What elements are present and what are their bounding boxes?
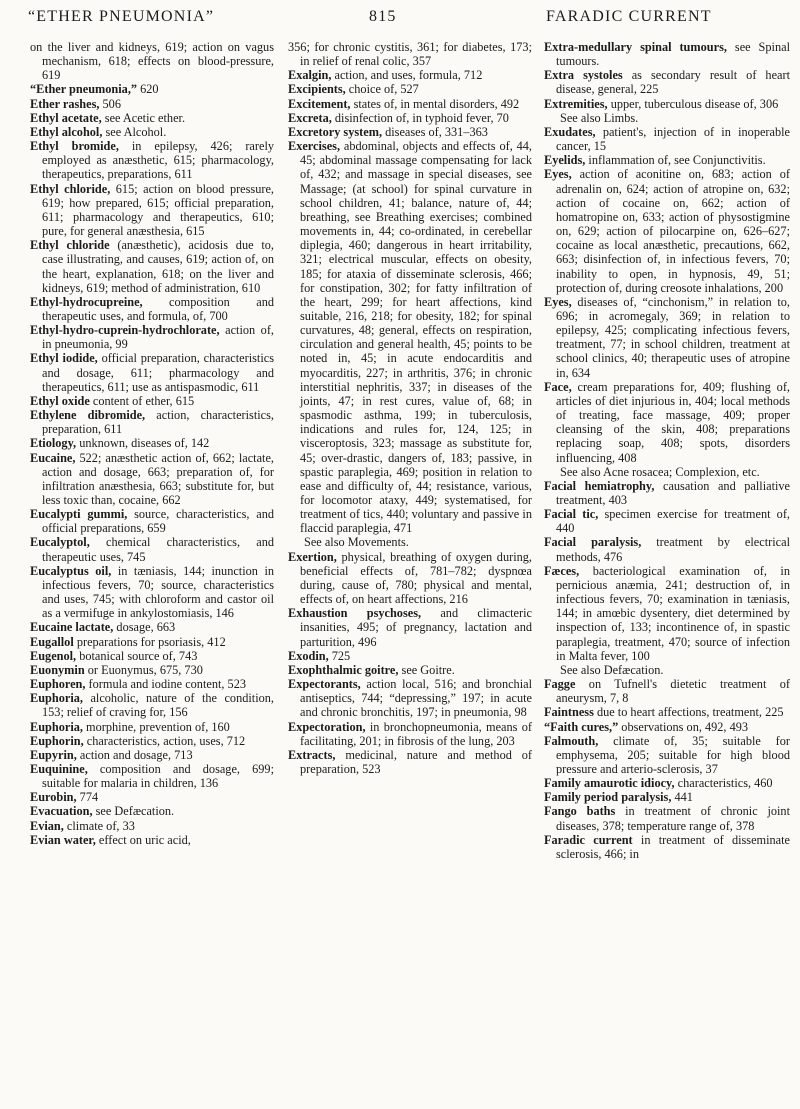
- header-right-title: FARADIC CURRENT: [546, 8, 712, 25]
- index-entry-heading: Exhaustion psychoses,: [288, 606, 422, 621]
- index-entry: [288, 677, 532, 719]
- index-entry-text: see Goitre.: [398, 662, 455, 677]
- index-entry: [30, 720, 274, 734]
- index-entry: [544, 564, 790, 663]
- index-entry-text: chemical characteristics, and therapeutic uses, 745: [42, 535, 274, 564]
- index-entry-text: physical, breathing of oxygen during, beneficial effects of, 781–782; dyspnœa during, cause of, 780; physical and mental, effects of, on heart affections, 216: [300, 549, 532, 607]
- index-entry: [544, 295, 790, 380]
- index-entry-text: specimen exercise for treatment of, 440: [556, 507, 790, 536]
- index-entry-text: abdominal, objects and effects of, 44, 45; abdominal massage compensating for lack of, 432; and massage in special diseases, see Massage; (at school) for spinal curvature in school children, 41; balance, nature of, 44; breathing, see Breathing exercises; combined movements in, 44; co-ordinated, in cerebellar diplegia, 460; dangerous in heart irritability, 321; electrical muscular, effects on obesity, 185; for ataxia of disseminate sclerosis, 466; for constipation, 302; for fatty infiltration of the heart, 299; for heart affections, kind suitable, 216, 218; for obesity, 182; for spinal curvatures, 48; general, effects on respiration, circulation and general health, 45; points to be noted in, 45; in acute endocarditis and myocarditis, 227; in arthritis, 376; in chronic interstitial nephritis, 337; in diseases of the joints, 47; in rest cures, value of, 68; in spasmodic asthma, 199; in tuberculosis, indications and rules for, 124, 125; in visceroptosis, 323; massage as substitute for, 45; over-drastic, dangers of, 183; passive, in spastic paraplegia, 469; position in relation to ease and difficulty of, 44; resistance, various, for locomotor ataxy, 449; systematised, for treatment of tics, 440; voluntary and passive in flaccid paraplegia, 471: [300, 139, 532, 536]
- index-entry-text: in epilepsy, 426; rarely employed as anæsthetic, 615; pharmacology, therapeutics, preparations, 611: [42, 139, 275, 182]
- index-entry-text: (anæsthetic), acidosis due to, case illustrating, and causes, 619; action of, on the heart, explanation, 618; on the liver and kidneys, 619; method of administration, 610: [42, 238, 275, 295]
- index-entry: [30, 111, 274, 125]
- index-entry: [544, 790, 790, 804]
- index-entry: [30, 295, 274, 323]
- index-entry-text: in treatment of chronic joint diseases, 378; temperature range of, 378: [556, 804, 791, 833]
- index-entry-heading: Eurobin,: [30, 790, 77, 805]
- index-entry-heading: Faintness: [544, 705, 594, 720]
- index-entry-text: 725: [328, 648, 351, 663]
- index-entry: [544, 720, 790, 734]
- index-entry: [30, 819, 274, 833]
- index-entry-text: upper, tuberculous disease of, 306: [607, 96, 779, 111]
- index-entry-text: action of aconitine on, 683; action of adrenalin on, 624; action of atropine on, 632; action of cocaine on, 662; action of homatropine on, 633; action of physostigmine on, 629; action of pilocarpine on, 626–627; cocaine as local anæsthetic, precautions, 662, 663; disinfection of, in infectious fevers, 70; inability to open, in hypnosis, 49, 51; protection of, during creosote inhalations, 200: [556, 167, 790, 295]
- index-entry-text: inflammation of, see Conjunctivitis.: [585, 153, 766, 168]
- index-entry-text: botanical source of, 743: [76, 648, 198, 663]
- index-entry-heading: Euquinine,: [30, 761, 88, 776]
- index-entry-heading: Eugallol: [30, 634, 74, 649]
- index-entry: [288, 125, 532, 139]
- index-entry-text: as secondary result of heart disease, general, 225: [556, 68, 791, 97]
- index-entry-heading: Family amaurotic idiocy,: [544, 776, 675, 791]
- index-entry: [288, 663, 532, 677]
- index-entry-text: action, characteristics, preparation, 611: [42, 408, 274, 437]
- index-column-right: [544, 40, 790, 861]
- index-entry-text: See also Acne rosacea; Complexion, etc.: [560, 464, 760, 479]
- index-entry-text: composition and therapeutic uses, and formula, of, 700: [42, 294, 274, 323]
- index-entry-text: action local, 516; and bronchial antiseptics, 744; “depressing,” 197; in acute and chronic bronchitis, 197; in pneumonia, 98: [300, 677, 532, 720]
- index-entry-heading: Eucalypti gummi,: [30, 507, 128, 522]
- index-entry-text: cream preparations for, 409; flushing of, articles of diet injurious in, 404; local methods of treating, face massage, 409; proper cleansing of the skin, 408; preparations replacing soap, 408; spots, disorders influencing, 408: [556, 379, 790, 465]
- index-column-left: [30, 40, 274, 847]
- index-entry-heading: Euphoria,: [30, 719, 83, 734]
- index-entry: [30, 804, 274, 818]
- index-entry-text: on Tufnell's dietetic treatment of aneurysm, 7, 8: [556, 677, 790, 706]
- index-entry: [30, 125, 274, 139]
- index-entry-text: content of ether, 615: [89, 393, 195, 408]
- index-entry: [544, 125, 790, 153]
- index-entry-heading: Excreta,: [288, 110, 332, 125]
- index-entry-heading: Euphoren,: [30, 677, 86, 692]
- index-entry-heading: Expectorants,: [288, 677, 361, 692]
- index-entry: [544, 833, 790, 861]
- index-entry-heading: Euphorin,: [30, 733, 84, 748]
- index-entry: [288, 649, 532, 663]
- index-entry-text: source, characteristics, and official preparations, 659: [42, 507, 275, 536]
- index-entry: [544, 677, 790, 705]
- index-entry-heading: Eyes,: [544, 294, 572, 309]
- index-entry: [544, 465, 790, 479]
- index-entry: [544, 97, 790, 111]
- index-entry: [30, 663, 274, 677]
- index-entry-heading: Eucalyptol,: [30, 535, 90, 550]
- index-entry-text: observations on, 492, 493: [618, 719, 749, 734]
- index-entry-heading: Facial hemiatrophy,: [544, 478, 655, 493]
- index-entry-heading: Evian water,: [30, 832, 96, 847]
- index-entry-text: unknown, diseases of, 142: [76, 436, 210, 451]
- index-entry-text: official preparation, characteristics and dosage, 611; pharmacology and therapeutics, 611; use as antispasmodic, 611: [42, 351, 274, 394]
- index-entry-text: and climacteric insanities, 495; of pregnancy, lactation and parturition, 496: [300, 606, 532, 649]
- index-entry: [288, 606, 532, 648]
- index-entry-heading: Ethyl-hydrocupreine,: [30, 294, 143, 309]
- index-entry-heading: Extracts,: [288, 747, 336, 762]
- index-entry: [30, 833, 274, 847]
- index-entry-text: see Defæcation.: [92, 804, 175, 819]
- index-entry: [544, 479, 790, 507]
- index-entry: [30, 620, 274, 634]
- index-entry-heading: Family period paralysis,: [544, 790, 672, 805]
- index-entry-text: See also Movements.: [304, 535, 409, 550]
- index-entry-heading: Ether rashes,: [30, 96, 100, 111]
- index-entry-heading: Extra systoles: [544, 68, 623, 83]
- index-entry-text: action and dosage, 713: [76, 747, 193, 762]
- index-entry: [544, 40, 790, 68]
- index-entry: [30, 790, 274, 804]
- index-entry: [30, 351, 274, 393]
- index-entry-text: on the liver and kidneys, 619; action on vagus mechanism, 618; effects on blood-pressure, 619: [30, 40, 274, 83]
- index-entry: [544, 153, 790, 167]
- index-entry: [544, 535, 790, 563]
- index-entry: [288, 720, 532, 748]
- index-entry: [288, 748, 532, 776]
- index-entry-text: action, and uses, formula, 712: [331, 68, 483, 83]
- index-entry-heading: Eyes,: [544, 167, 572, 182]
- index-entry-heading: Ethyl iodide,: [30, 351, 98, 366]
- index-entry: [30, 762, 274, 790]
- index-entry-heading: Face,: [544, 379, 572, 394]
- index-entry-heading: Eupyrin,: [30, 747, 77, 762]
- index-entry: [544, 167, 790, 294]
- index-entry: [288, 97, 532, 111]
- index-entry-text: climate of, 33: [63, 818, 135, 833]
- index-entry: [30, 139, 274, 181]
- index-entry-heading: Faradic current: [544, 832, 633, 847]
- index-entry: [288, 82, 532, 96]
- index-entry-heading: Exophthalmic goitre,: [288, 662, 399, 677]
- index-entry-text: effect on uric acid,: [95, 832, 191, 847]
- index-entry-heading: Eucaine,: [30, 450, 76, 465]
- index-entry: [30, 323, 274, 351]
- index-entry: [544, 705, 790, 719]
- index-entry: [544, 380, 790, 465]
- index-entry-text: characteristics, 460: [674, 776, 773, 791]
- index-entry: [544, 776, 790, 790]
- index-entry: [288, 68, 532, 82]
- index-entry: [30, 408, 274, 436]
- index-entry-text: states of, in mental disorders, 492: [350, 96, 520, 111]
- index-entry: [30, 691, 274, 719]
- index-entry-text: composition and dosage, 699; suitable for malaria in children, 136: [42, 761, 274, 791]
- index-entry-heading: Exudates,: [544, 124, 596, 139]
- index-entry-text: 774: [76, 790, 99, 805]
- index-entry-text: in treatment of disseminate sclerosis, 466; in: [556, 832, 791, 861]
- index-entry-heading: Falmouth,: [544, 733, 599, 748]
- index-entry-heading: Exalgin,: [288, 68, 332, 83]
- index-entry-text: 356; for chronic cystitis, 361; for diabetes, 173; in relief of renal colic, 357: [288, 40, 532, 69]
- index-entry: [30, 97, 274, 111]
- index-entry-text: causation and palliative treatment, 403: [556, 478, 791, 507]
- index-entry: [288, 535, 532, 549]
- index-entry-heading: Euonymin: [30, 662, 85, 677]
- index-entry: [30, 748, 274, 762]
- index-entry-text: 620: [137, 82, 159, 97]
- index-entry-heading: Fagge: [544, 677, 576, 692]
- index-column-middle: [288, 40, 532, 776]
- index-entry: [30, 677, 274, 691]
- index-entry-heading: Etiology,: [30, 436, 77, 451]
- index-entry: [30, 82, 274, 96]
- index-entry: [30, 564, 274, 621]
- index-entry-text: 506: [99, 96, 121, 111]
- index-entry: [288, 139, 532, 535]
- index-entry-text: alcoholic, nature of the condition, 153; relief of craving for, 156: [42, 691, 274, 720]
- index-entry-text: see Spinal tumours.: [556, 40, 790, 69]
- index-entry-text: see Acetic ether.: [101, 110, 186, 125]
- index-entry-text: in bronchopneumonia, means of facilitating, 201; in fibrosis of the lung, 203: [300, 719, 532, 748]
- index-entry: [544, 111, 790, 125]
- index-entry-text: treatment by electrical methods, 476: [556, 535, 790, 564]
- index-entry-heading: Ethyl chloride,: [30, 181, 111, 196]
- header-left-title: “ETHER PNEUMONIA”: [28, 8, 215, 25]
- index-entry-text: preparations for psoriasis, 412: [73, 634, 226, 649]
- index-entry: [544, 734, 790, 776]
- index-entry-heading: Evian,: [30, 818, 64, 833]
- index-entry-text: see Alcohol.: [102, 124, 167, 139]
- index-entry-heading: Ethyl bromide,: [30, 139, 119, 154]
- index-entry-heading: Excretory system,: [288, 124, 383, 139]
- index-entry: [30, 507, 274, 535]
- index-entry-text: patient's, injection of in inoperable cancer, 15: [556, 124, 790, 154]
- index-entry-heading: “Ether pneumonia,”: [30, 82, 138, 97]
- index-entry-heading: Extra-medullary spinal tumours,: [544, 40, 727, 54]
- index-entry: [30, 182, 274, 239]
- index-entry: [544, 663, 790, 677]
- index-entry-heading: Excipients,: [288, 82, 346, 97]
- index-entry-heading: Facial tic,: [544, 507, 599, 522]
- index-entry-text: climate of, 35; suitable for emphysema, 205; suitable for high blood pressure and arterio-sclerosis, 37: [556, 733, 790, 776]
- index-entry-heading: Euphoria,: [30, 691, 83, 706]
- index-entry-text: characteristics, action, uses, 712: [83, 733, 246, 748]
- index-entry-text: See also Limbs.: [560, 110, 639, 125]
- index-entry: [30, 40, 274, 82]
- index-entry-text: See also Defæcation.: [560, 662, 664, 677]
- index-entry: [288, 550, 532, 607]
- index-entry-heading: Ethylene dibromide,: [30, 408, 146, 423]
- index-entry: [30, 635, 274, 649]
- index-entry-text: disinfection of, in typhoid fever, 70: [331, 110, 509, 125]
- index-entry-text: or Euonymus, 675, 730: [84, 662, 203, 677]
- index-entry: [288, 111, 532, 125]
- index-entry-text: formula and iodine content, 523: [85, 677, 246, 692]
- index-entry-heading: Facial paralysis,: [544, 535, 642, 550]
- index-entry-heading: Ethyl oxide: [30, 393, 90, 408]
- index-entry-text: 441: [671, 790, 693, 805]
- index-entry-heading: Excitement,: [288, 96, 351, 111]
- index-entry: [30, 394, 274, 408]
- index-entry: [30, 535, 274, 563]
- index-entry-heading: Ethyl alcohol,: [30, 124, 103, 139]
- index-entry-text: dosage, 663: [113, 620, 176, 635]
- index-entry: [544, 507, 790, 535]
- index-entry-text: bacteriological examination of, in pernicious anæmia, 241; destruction of, in infectious fevers, 70; examination in tæniasis, 144; in amœbic dysentery, diet determined by inspection of, 133; incontinence of, in spastic paraplegia, treatment, 470; source of infection in Malta fever, 100: [556, 563, 790, 663]
- page-number: 815: [369, 8, 397, 25]
- index-entry: [30, 238, 274, 295]
- index-entry-heading: Ethyl acetate,: [30, 110, 102, 125]
- index-entry: [30, 436, 274, 450]
- index-entry-heading: Fango baths: [544, 804, 616, 819]
- index-entry: [544, 804, 790, 832]
- index-entry-text: diseases of, 331–363: [382, 124, 488, 139]
- index-entry-heading: Eyelids,: [544, 153, 586, 168]
- index-entry-heading: Ethyl-hydro-cuprein-hydrochlorate,: [30, 323, 220, 338]
- index-entry-heading: Eugenol,: [30, 648, 77, 663]
- index-entry-text: morphine, prevention of, 160: [82, 719, 230, 734]
- index-entry-text: diseases of, “cinchonism,” in relation to, 696; in acromegaly, 369; in relation to epilepsy, 425; complicating infectious fevers, treatment, 77; in school children, treatment at school clinics, 40; therapeutic uses of atropine in, 634: [556, 294, 790, 380]
- index-entry-text: medicinal, nature and method of preparation, 523: [300, 747, 532, 776]
- index-entry-heading: Eucalyptus oil,: [30, 563, 112, 578]
- index-entry: [30, 649, 274, 663]
- index-entry-heading: Extremities,: [544, 96, 608, 111]
- index-entry-heading: Exercises,: [288, 139, 341, 154]
- index-entry: [30, 734, 274, 748]
- index-entry-text: in tæniasis, 144; inunction in infectious fevers, 70; source, characteristics and uses, 745; with chloroform and castor oil as a vermifuge in ankylostomiasis, 146: [42, 563, 275, 621]
- index-entry-heading: “Faith cures,”: [544, 719, 619, 734]
- index-entry-text: action of, in pneumonia, 99: [42, 323, 274, 352]
- index-entry-text: 522; anæsthetic action of, 662; lactate, action and dosage, 663; preparation of, for infiltration anæsthesia, 663; substitute for, but less toxic than, cocaine, 662: [42, 450, 274, 507]
- index-entry: [544, 68, 790, 96]
- index-entry-heading: Exodin,: [288, 648, 329, 663]
- index-entry-text: 615; action on blood pressure, 619; how prepared, 615; official preparation, 611; pharmacology and therapeutics, 610; pure, for general anæsthesia, 615: [42, 181, 274, 239]
- index-entry-heading: Fæces,: [544, 563, 580, 578]
- index-entry-text: due to heart affections, treatment, 225: [593, 705, 784, 720]
- index-entry-text: choice of, 527: [345, 82, 419, 97]
- index-entry-heading: Ethyl chloride: [30, 238, 110, 253]
- index-entry-heading: Evacuation,: [30, 804, 93, 819]
- index-entry-heading: Expectoration,: [288, 719, 366, 734]
- running-header: [0, 0, 800, 30]
- index-entry-heading: Exertion,: [288, 549, 337, 564]
- index-entry: [30, 451, 274, 508]
- index-entry: [288, 40, 532, 68]
- index-entry-heading: Eucaine lactate,: [30, 620, 114, 635]
